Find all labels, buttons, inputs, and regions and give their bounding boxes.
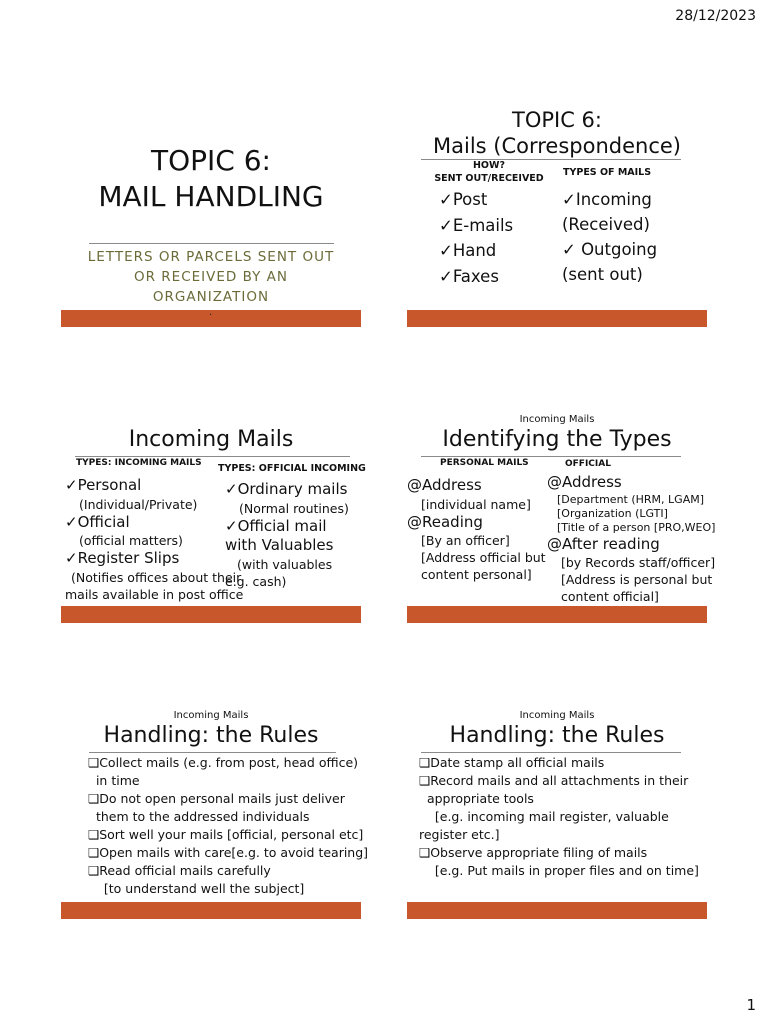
list-line: ✓Register Slips bbox=[65, 549, 180, 567]
slide-title bbox=[407, 107, 707, 159]
list-item: ✓Incoming bbox=[562, 190, 652, 209]
official-mails-list bbox=[547, 473, 715, 605]
rule-line: [to understand well the subject] bbox=[88, 881, 305, 896]
incoming-types-list bbox=[65, 476, 243, 603]
list-line: [Address official but bbox=[421, 550, 546, 565]
list-line: @After reading bbox=[547, 534, 660, 553]
list-line: [Organization (LGTI] bbox=[557, 506, 668, 520]
column-header-official: TYPES: OFFICIAL INCOMING bbox=[218, 463, 366, 474]
list-item: ✓E-mails bbox=[439, 215, 514, 235]
slide-subtitle bbox=[61, 247, 361, 307]
list-line: [individual name] bbox=[421, 496, 531, 512]
list-item: ✓Hand bbox=[439, 241, 497, 260]
slide-bar bbox=[61, 902, 361, 919]
column-header-types: TYPES OF MAILS bbox=[563, 167, 652, 178]
slide-caption: Incoming Mails bbox=[519, 414, 595, 425]
list-line: e.g. cash) bbox=[225, 573, 287, 589]
list-line: (Individual/Private) bbox=[79, 496, 198, 512]
title-line: Mails (Correspondence) bbox=[433, 134, 681, 158]
list-line: [Address is personal but bbox=[561, 572, 713, 587]
list-line: content official] bbox=[561, 589, 659, 604]
list-line: ✓Official bbox=[65, 512, 130, 531]
list-line: (official matters) bbox=[79, 533, 183, 548]
slide-title: Handling: the Rules bbox=[103, 723, 319, 748]
slide-2 bbox=[407, 97, 707, 327]
list-item: ✓Faxes bbox=[439, 266, 499, 286]
column-header-how bbox=[427, 159, 551, 185]
personal-mails-list bbox=[407, 476, 546, 583]
subtitle-line: ORGANIZATION bbox=[152, 289, 270, 305]
rule-line: register etc.] bbox=[419, 827, 500, 842]
how-list bbox=[439, 187, 513, 289]
slide-bar bbox=[407, 606, 707, 623]
slide-title: Handling: the Rules bbox=[449, 723, 665, 748]
list-line: @Address bbox=[407, 476, 482, 494]
list-line: with Valuables bbox=[225, 536, 334, 554]
list-line: [Department (HRM, LGAM] bbox=[557, 492, 705, 506]
slide-bar bbox=[407, 902, 707, 919]
rule-line: in time bbox=[88, 773, 140, 788]
slide-title bbox=[61, 143, 361, 215]
slide-6 bbox=[407, 689, 707, 919]
rule-line: ❑Observe appropriate filing of mails bbox=[419, 845, 648, 860]
slide-1 bbox=[61, 97, 361, 327]
official-types-list bbox=[225, 480, 349, 590]
rule-line: ❑Sort well your mails [official, personal etc] bbox=[88, 827, 364, 842]
list-item: (Received) bbox=[562, 215, 650, 234]
list-line: [By an officer] bbox=[421, 533, 510, 548]
slide-bar bbox=[407, 310, 707, 327]
slide-title: Identifying the Types bbox=[442, 427, 672, 452]
divider bbox=[89, 752, 336, 753]
divider bbox=[421, 456, 681, 457]
rule-line: ❑Do not open personal mails just deliver bbox=[88, 791, 345, 806]
list-line: (Notifies offices about their bbox=[71, 569, 242, 585]
header-line: SENT OUT/RECEIVED bbox=[434, 173, 544, 184]
title-line: TOPIC 6: bbox=[512, 108, 602, 132]
rule-line: [e.g. incoming mail register, valuable bbox=[419, 809, 669, 824]
slide-caption: Incoming Mails bbox=[173, 710, 249, 721]
column-header-incoming: TYPES: INCOMING MAILS bbox=[76, 458, 202, 468]
column-header-personal: PERSONAL MAILS bbox=[440, 458, 529, 468]
list-item: ✓Post bbox=[439, 190, 488, 209]
list-line: mails available in post office bbox=[65, 586, 244, 602]
page-date: 28/12/2023 bbox=[675, 8, 756, 24]
slide-4 bbox=[407, 393, 716, 623]
slide-5 bbox=[61, 689, 369, 919]
divider bbox=[421, 752, 681, 753]
list-line: @Address bbox=[547, 473, 622, 491]
divider bbox=[75, 456, 350, 457]
rule-line: [e.g. Put mails in proper files and on time] bbox=[419, 863, 699, 878]
slide-bar bbox=[61, 606, 361, 623]
title-line: TOPIC 6: bbox=[151, 144, 271, 177]
list-line: [by Records staff/officer] bbox=[561, 555, 716, 570]
list-line: [Title of a person [PRO,WEO] bbox=[557, 520, 716, 534]
rules-list bbox=[419, 754, 699, 880]
rule-line: ❑Date stamp all official mails bbox=[419, 755, 605, 770]
slide-bar bbox=[61, 307, 361, 327]
list-line: ✓Official mail bbox=[225, 516, 327, 535]
rule-line: ❑Collect mails (e.g. from post, head office) bbox=[88, 755, 359, 770]
list-line: (with valuables bbox=[237, 556, 333, 572]
divider bbox=[89, 243, 334, 244]
subtitle-line: LETTERS OR PARCELS SENT OUT bbox=[87, 249, 335, 265]
rule-line: appropriate tools bbox=[419, 791, 534, 806]
list-line: ✓Ordinary mails bbox=[225, 480, 348, 498]
slide-3 bbox=[61, 393, 366, 623]
list-line: content personal] bbox=[421, 567, 532, 582]
rule-line: ❑Open mails with care[e.g. to avoid tearing] bbox=[88, 845, 369, 860]
rules-list bbox=[88, 754, 368, 898]
rule-line: ❑Read official mails carefully bbox=[88, 863, 271, 878]
list-item: ✓ Outgoing bbox=[562, 240, 658, 259]
slide-caption: Incoming Mails bbox=[519, 710, 595, 721]
rule-line: ❑Record mails and all attachments in their bbox=[419, 773, 689, 788]
title-line: MAIL HANDLING bbox=[98, 180, 324, 213]
subtitle-line: OR RECEIVED BY AN bbox=[134, 269, 288, 285]
rule-line: them to the addressed individuals bbox=[88, 809, 310, 824]
list-line: (Normal routines) bbox=[239, 500, 349, 516]
slide-title: Incoming Mails bbox=[128, 427, 294, 452]
dot-mark: . bbox=[209, 307, 213, 318]
list-line: ✓Personal bbox=[65, 476, 142, 494]
list-line: @Reading bbox=[407, 512, 483, 531]
header-line: HOW? bbox=[472, 160, 506, 171]
types-list bbox=[562, 187, 657, 287]
list-item: (sent out) bbox=[562, 265, 643, 284]
page-number: 1 bbox=[746, 996, 756, 1014]
column-header-official: OFFICIAL bbox=[565, 459, 611, 469]
